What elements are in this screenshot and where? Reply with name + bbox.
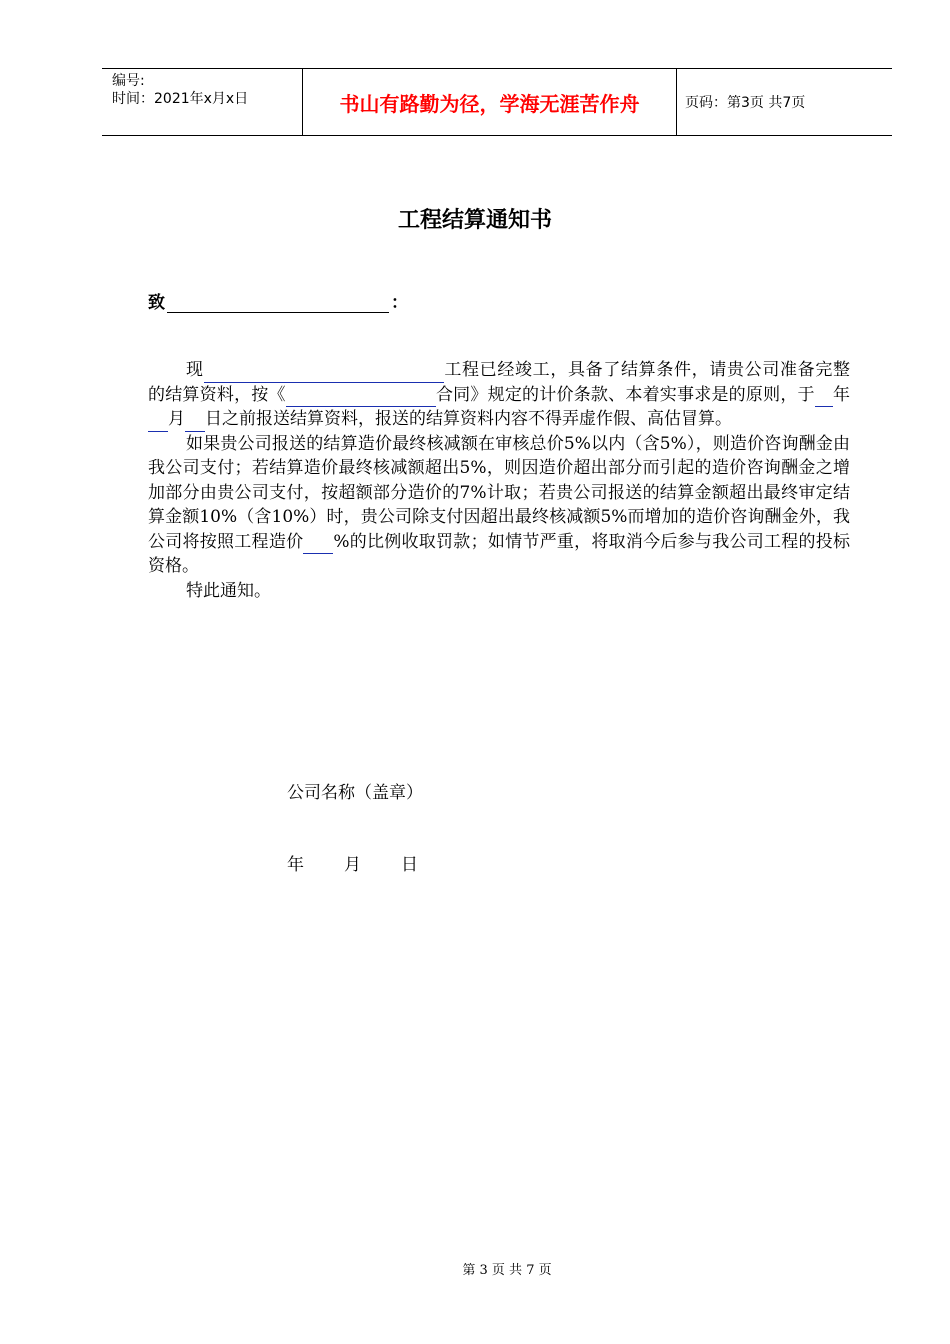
project-name-blank[interactable] bbox=[204, 363, 444, 383]
number-label: 编号: bbox=[112, 73, 145, 89]
header-meta bbox=[102, 69, 303, 135]
header-motto: 书山有路勤为径，学海无涯苦作舟 bbox=[303, 69, 677, 135]
p1-year: 年 bbox=[832, 384, 850, 405]
day-blank[interactable] bbox=[185, 412, 205, 432]
penalty-rate-blank[interactable] bbox=[303, 534, 333, 554]
paragraph-1 bbox=[148, 358, 850, 432]
notice-body bbox=[148, 358, 850, 603]
recipient-prefix: 致 bbox=[148, 293, 165, 313]
p1-text-b: 工程已经竣工，具备了结算条件，请贵公司准备完整的结算资料，按《 bbox=[148, 360, 851, 405]
recipient-suffix: ： bbox=[391, 293, 408, 313]
p2-text-a: 如果贵公司报送的结算造价最终核减额在审核总价5%以内（含5%），则造价咨询酬金由我公司支付；若结算造价最终核减额超出5%，则因造价超出部分而引起的造价咨询酬金之增加部分由贵公司支付，按超额部分造价的7%计取；若贵公司报送的结算金额超出最终审定结算金额10%（含10%）时，贵公司除支付因超出最终核减额5%而增加的造价咨询酬金外，我公司将按照工程造价 bbox=[148, 433, 850, 552]
p1-text-c: 合同》规定的计价条款、本着实事求是的原则，于 bbox=[435, 384, 815, 405]
sign-year: 年 bbox=[287, 855, 304, 875]
p1-text-a: 现 bbox=[186, 360, 204, 380]
sign-day: 日 bbox=[401, 855, 418, 875]
month-blank[interactable] bbox=[148, 412, 168, 432]
company-signature: 公司名称（盖章） bbox=[287, 783, 423, 803]
signature-date bbox=[287, 850, 418, 875]
year-blank[interactable] bbox=[815, 387, 833, 407]
document-title: 工程结算通知书 bbox=[397, 208, 552, 233]
page-footer: 第 3 页 共 7 页 bbox=[462, 1263, 552, 1278]
header-page-label: 页码：第3页 共7页 bbox=[685, 95, 806, 111]
paragraph-3: 特此通知。 bbox=[186, 580, 271, 601]
paragraph-2 bbox=[148, 432, 850, 579]
recipient-line bbox=[148, 288, 408, 313]
p1-month: 月 bbox=[168, 409, 185, 429]
contract-name-blank[interactable] bbox=[286, 387, 436, 407]
p1-text-d: 日之前报送结算资料，报送的结算资料内容不得弄虚作假、高估冒算。 bbox=[205, 409, 732, 429]
p2-text-b: %的比例收取罚款；如情节严重，将取消今后参与我公司工程的投标资格。 bbox=[148, 531, 851, 576]
date-label: 时间：2021年x月x日 bbox=[112, 91, 249, 107]
sign-month: 月 bbox=[344, 855, 361, 875]
recipient-blank[interactable] bbox=[167, 294, 389, 313]
page-header bbox=[102, 68, 892, 136]
